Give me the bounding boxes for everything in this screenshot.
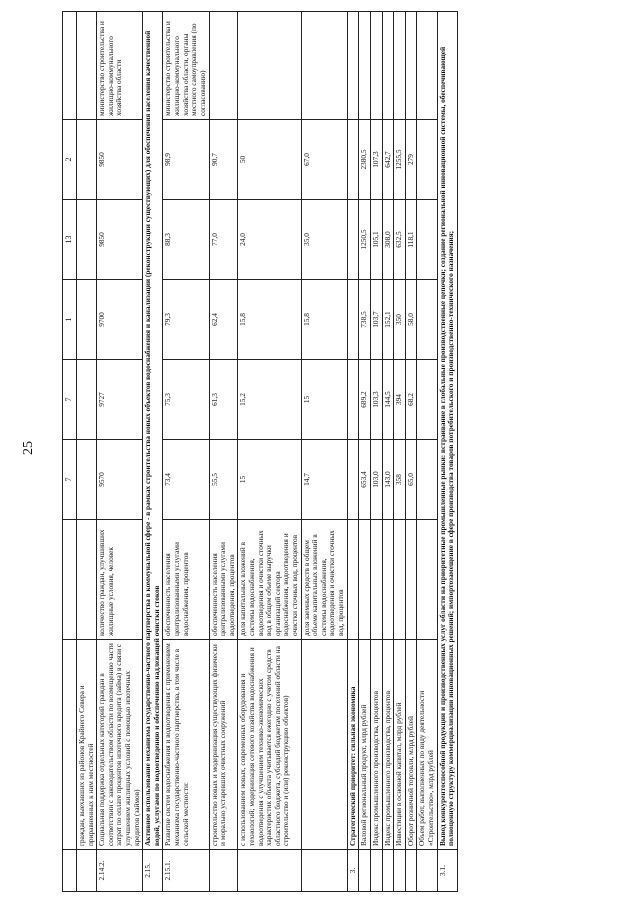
value-cell: 15,8 <box>301 280 347 360</box>
responsible-org: министерство строительства и жилищно-коммунального хозяйства области <box>97 12 143 120</box>
strategy-table <box>62 11 458 892</box>
table-row <box>347 12 359 892</box>
row-number <box>238 850 301 892</box>
value-cell <box>417 440 437 520</box>
row-number <box>394 850 406 892</box>
value-cell: 9850 <box>97 120 143 200</box>
value-cell: 103,3 <box>370 360 382 440</box>
indicator-cell <box>417 520 437 640</box>
value-cell: 1250,5 <box>359 200 371 280</box>
header-cell <box>63 850 77 892</box>
header-cell <box>63 520 77 640</box>
row-description: Стратегический приоритет: сильная экономика <box>347 640 359 850</box>
value-cell: 79,3 <box>163 280 209 360</box>
value-cell: 689,2 <box>359 360 371 440</box>
header-cell: 7 <box>63 360 77 440</box>
table-row <box>163 12 209 892</box>
row-description: граждан, выехавших из районов Крайнего Севера и приравненных к ним местностей <box>77 640 97 850</box>
responsible-org <box>359 12 371 120</box>
value-cell: 9700 <box>97 280 143 360</box>
table-row <box>301 12 347 892</box>
table-row <box>405 12 417 892</box>
value-cell: 61,3 <box>209 360 238 440</box>
value-cell <box>347 280 359 360</box>
indicator-cell: доля заемных средств в общем объеме капитальных вложений в системы водоснабжения, водоотведения и очистки сточных вод, процентов <box>301 520 347 640</box>
indicator-cell <box>370 520 382 640</box>
header-cell: 2 <box>63 120 77 200</box>
header-cell: 1 <box>63 280 77 360</box>
row-description: Инвестиции в основной капитал, млрд рублей <box>394 640 406 850</box>
indicator-cell <box>359 520 371 640</box>
value-cell: 98,9 <box>163 120 209 200</box>
row-description <box>301 640 347 850</box>
value-cell: 67,0 <box>301 120 347 200</box>
row-description: Развитие систем водоснабжения и водоотведения с применением механизма государственно-частного партнерства, в том числе в сельской местности: <box>163 640 209 850</box>
value-cell: 394 <box>394 360 406 440</box>
responsible-org <box>347 12 359 120</box>
value-cell: 105,1 <box>370 200 382 280</box>
header-cell <box>63 12 77 120</box>
value-cell <box>347 120 359 200</box>
value-cell: 62,4 <box>209 280 238 360</box>
indicator-cell: доля капитальных вложений в системы водоснабжения, водоотведения и очистки сточных вод в общем объеме выручки организаций сектора водоснабжения, водоотведения и очистки сточных вод, процентов <box>238 520 301 640</box>
row-number <box>359 850 371 892</box>
value-cell: 9850 <box>97 200 143 280</box>
value-cell <box>77 280 97 360</box>
row-number <box>370 850 382 892</box>
row-description: Оборот розничной торговли, млрд рублей <box>405 640 417 850</box>
row-number <box>209 850 238 892</box>
responsible-org: министерство строительства и жилищно-коммунального хозяйства области, органы местного самоуправления (по согласованию) <box>163 12 209 120</box>
value-cell: 118,1 <box>405 200 417 280</box>
table-row <box>417 12 437 892</box>
row-description: Индекс промышленного производства, процентов <box>382 640 394 850</box>
value-cell: 15 <box>238 440 301 520</box>
table-row <box>437 12 457 892</box>
row-description: Валовой региональный продукт, млрд рублей <box>359 640 371 850</box>
responsible-org <box>382 12 394 120</box>
row-number <box>417 850 437 892</box>
indicator-cell: обеспеченность населения централизованными услугами водоотведения, процентов <box>209 520 238 640</box>
page-number: 25 <box>21 441 36 455</box>
row-description: Индекс промышленного производства, процентов <box>370 640 382 850</box>
value-cell: 9570 <box>97 440 143 520</box>
value-cell <box>417 120 437 200</box>
value-cell: 358 <box>394 440 406 520</box>
value-cell <box>347 360 359 440</box>
table-row <box>238 12 301 892</box>
value-cell: 103,7 <box>370 280 382 360</box>
table-row <box>209 12 238 892</box>
value-cell <box>417 200 437 280</box>
row-number: 2.15.1. <box>163 850 209 892</box>
table-row <box>370 12 382 892</box>
responsible-org <box>209 12 238 120</box>
header-cell <box>63 640 77 850</box>
value-cell: 73,4 <box>163 440 209 520</box>
value-cell: 15 <box>301 360 347 440</box>
value-cell <box>77 120 97 200</box>
value-cell: 2380,5 <box>359 120 371 200</box>
section-title: Активное использование механизма государственно-частного партнерства в коммунальной сфере - в рамках строительства новых объектов водоснабжения и канализации (реконструкции существующих) для обеспечения населения качественной водой, услугами по водоотведению и обеспечению надлежащей очистки стоков <box>143 12 163 850</box>
row-number <box>77 850 97 892</box>
row-description: строительство новых и модернизация существующих физически и морально устаревших очистных сооружений <box>209 640 238 850</box>
value-cell: 9727 <box>97 360 143 440</box>
indicator-cell <box>77 520 97 640</box>
table-header-row <box>63 12 77 892</box>
value-cell: 103,0 <box>370 440 382 520</box>
value-cell: 90,7 <box>209 120 238 200</box>
table-row <box>143 12 163 892</box>
value-cell: 15,2 <box>238 360 301 440</box>
value-cell: 1255,5 <box>394 120 406 200</box>
value-cell: 107,3 <box>370 120 382 200</box>
value-cell <box>77 440 97 520</box>
header-cell: 7 <box>63 440 77 520</box>
value-cell: 55,5 <box>209 440 238 520</box>
indicator-cell <box>347 520 359 640</box>
value-cell: 653,4 <box>359 440 371 520</box>
responsible-org <box>238 12 301 120</box>
indicator-cell: обеспеченность населения централизованными услугами водоснабжения, процентов <box>163 520 209 640</box>
value-cell <box>417 360 437 440</box>
value-cell <box>77 360 97 440</box>
indicator-cell: количество граждан, улучшивших жилищные условия, человек <box>97 520 143 640</box>
value-cell: 24,0 <box>238 200 301 280</box>
row-number <box>405 850 417 892</box>
indicator-cell <box>394 520 406 640</box>
table-row <box>359 12 371 892</box>
row-description: Социальная поддержка отдельных категорий граждан в соответствии с законодательством области по возмещению части затрат по оплате процентов ипотечного кредита (займа) в связи с улучшением жилищных условий с помощью ипотечных кредитов (займов) <box>97 640 143 850</box>
value-cell: 14,7 <box>301 440 347 520</box>
value-cell: 15,8 <box>238 280 301 360</box>
value-cell: 50 <box>238 120 301 200</box>
section-title: Вывод конкурентоспособной продукции и производственных услуг области на приоритетные промышленные рынки: встраивание в глобальные производственные цепочки; создание региональной инновационной системы, обеспечивающей полноценную структуру коммерциализации инновационных решений; импортозамещение в сфере производства товаров потребительского и производственно-технического назначения; <box>437 12 457 850</box>
indicator-cell <box>382 520 394 640</box>
value-cell: 738,5 <box>359 280 371 360</box>
value-cell <box>417 280 437 360</box>
row-number <box>382 850 394 892</box>
value-cell: 308,0 <box>382 200 394 280</box>
row-description: Объем работ, выполненных по виду деятельности «Строительство», млрд рублей <box>417 640 437 850</box>
responsible-org <box>417 12 437 120</box>
value-cell: 65,0 <box>405 440 417 520</box>
value-cell: 143,0 <box>382 440 394 520</box>
table-row <box>97 12 143 892</box>
value-cell <box>77 200 97 280</box>
responsible-org <box>370 12 382 120</box>
table-row <box>77 12 97 892</box>
table-row <box>382 12 394 892</box>
value-cell: 88,3 <box>163 200 209 280</box>
value-cell: 58,0 <box>405 280 417 360</box>
value-cell <box>347 200 359 280</box>
header-cell: 13 <box>63 200 77 280</box>
responsible-org <box>77 12 97 120</box>
value-cell: 279 <box>405 120 417 200</box>
value-cell: 632,5 <box>394 200 406 280</box>
value-cell: 642,7 <box>382 120 394 200</box>
value-cell: 68,2 <box>405 360 417 440</box>
responsible-org <box>394 12 406 120</box>
row-number: 2.15. <box>143 850 163 892</box>
row-number: 3.1. <box>437 850 457 892</box>
rotated-table-block <box>62 12 622 892</box>
value-cell: 152,1 <box>382 280 394 360</box>
row-number <box>301 850 347 892</box>
row-number: 3. <box>347 850 359 892</box>
value-cell: 144,5 <box>382 360 394 440</box>
table-row <box>394 12 406 892</box>
value-cell <box>347 440 359 520</box>
value-cell: 75,3 <box>163 360 209 440</box>
indicator-cell <box>405 520 417 640</box>
responsible-org <box>405 12 417 120</box>
row-description: с использованием новых, современных оборудования и технологий; модернизация сетевого хозяйства водоснабжения и водоотведения с улучшением технико-экономических характеристик объекта учитывается ежегодно с учетом средств областного бюджета, субсидий бюджетам поселений области на строительство и (или) реконструкцию объектов) <box>238 640 301 850</box>
row-number: 2.14.2. <box>97 850 143 892</box>
value-cell: 35,0 <box>301 200 347 280</box>
value-cell: 350 <box>394 280 406 360</box>
responsible-org <box>301 12 347 120</box>
value-cell: 77,0 <box>209 200 238 280</box>
